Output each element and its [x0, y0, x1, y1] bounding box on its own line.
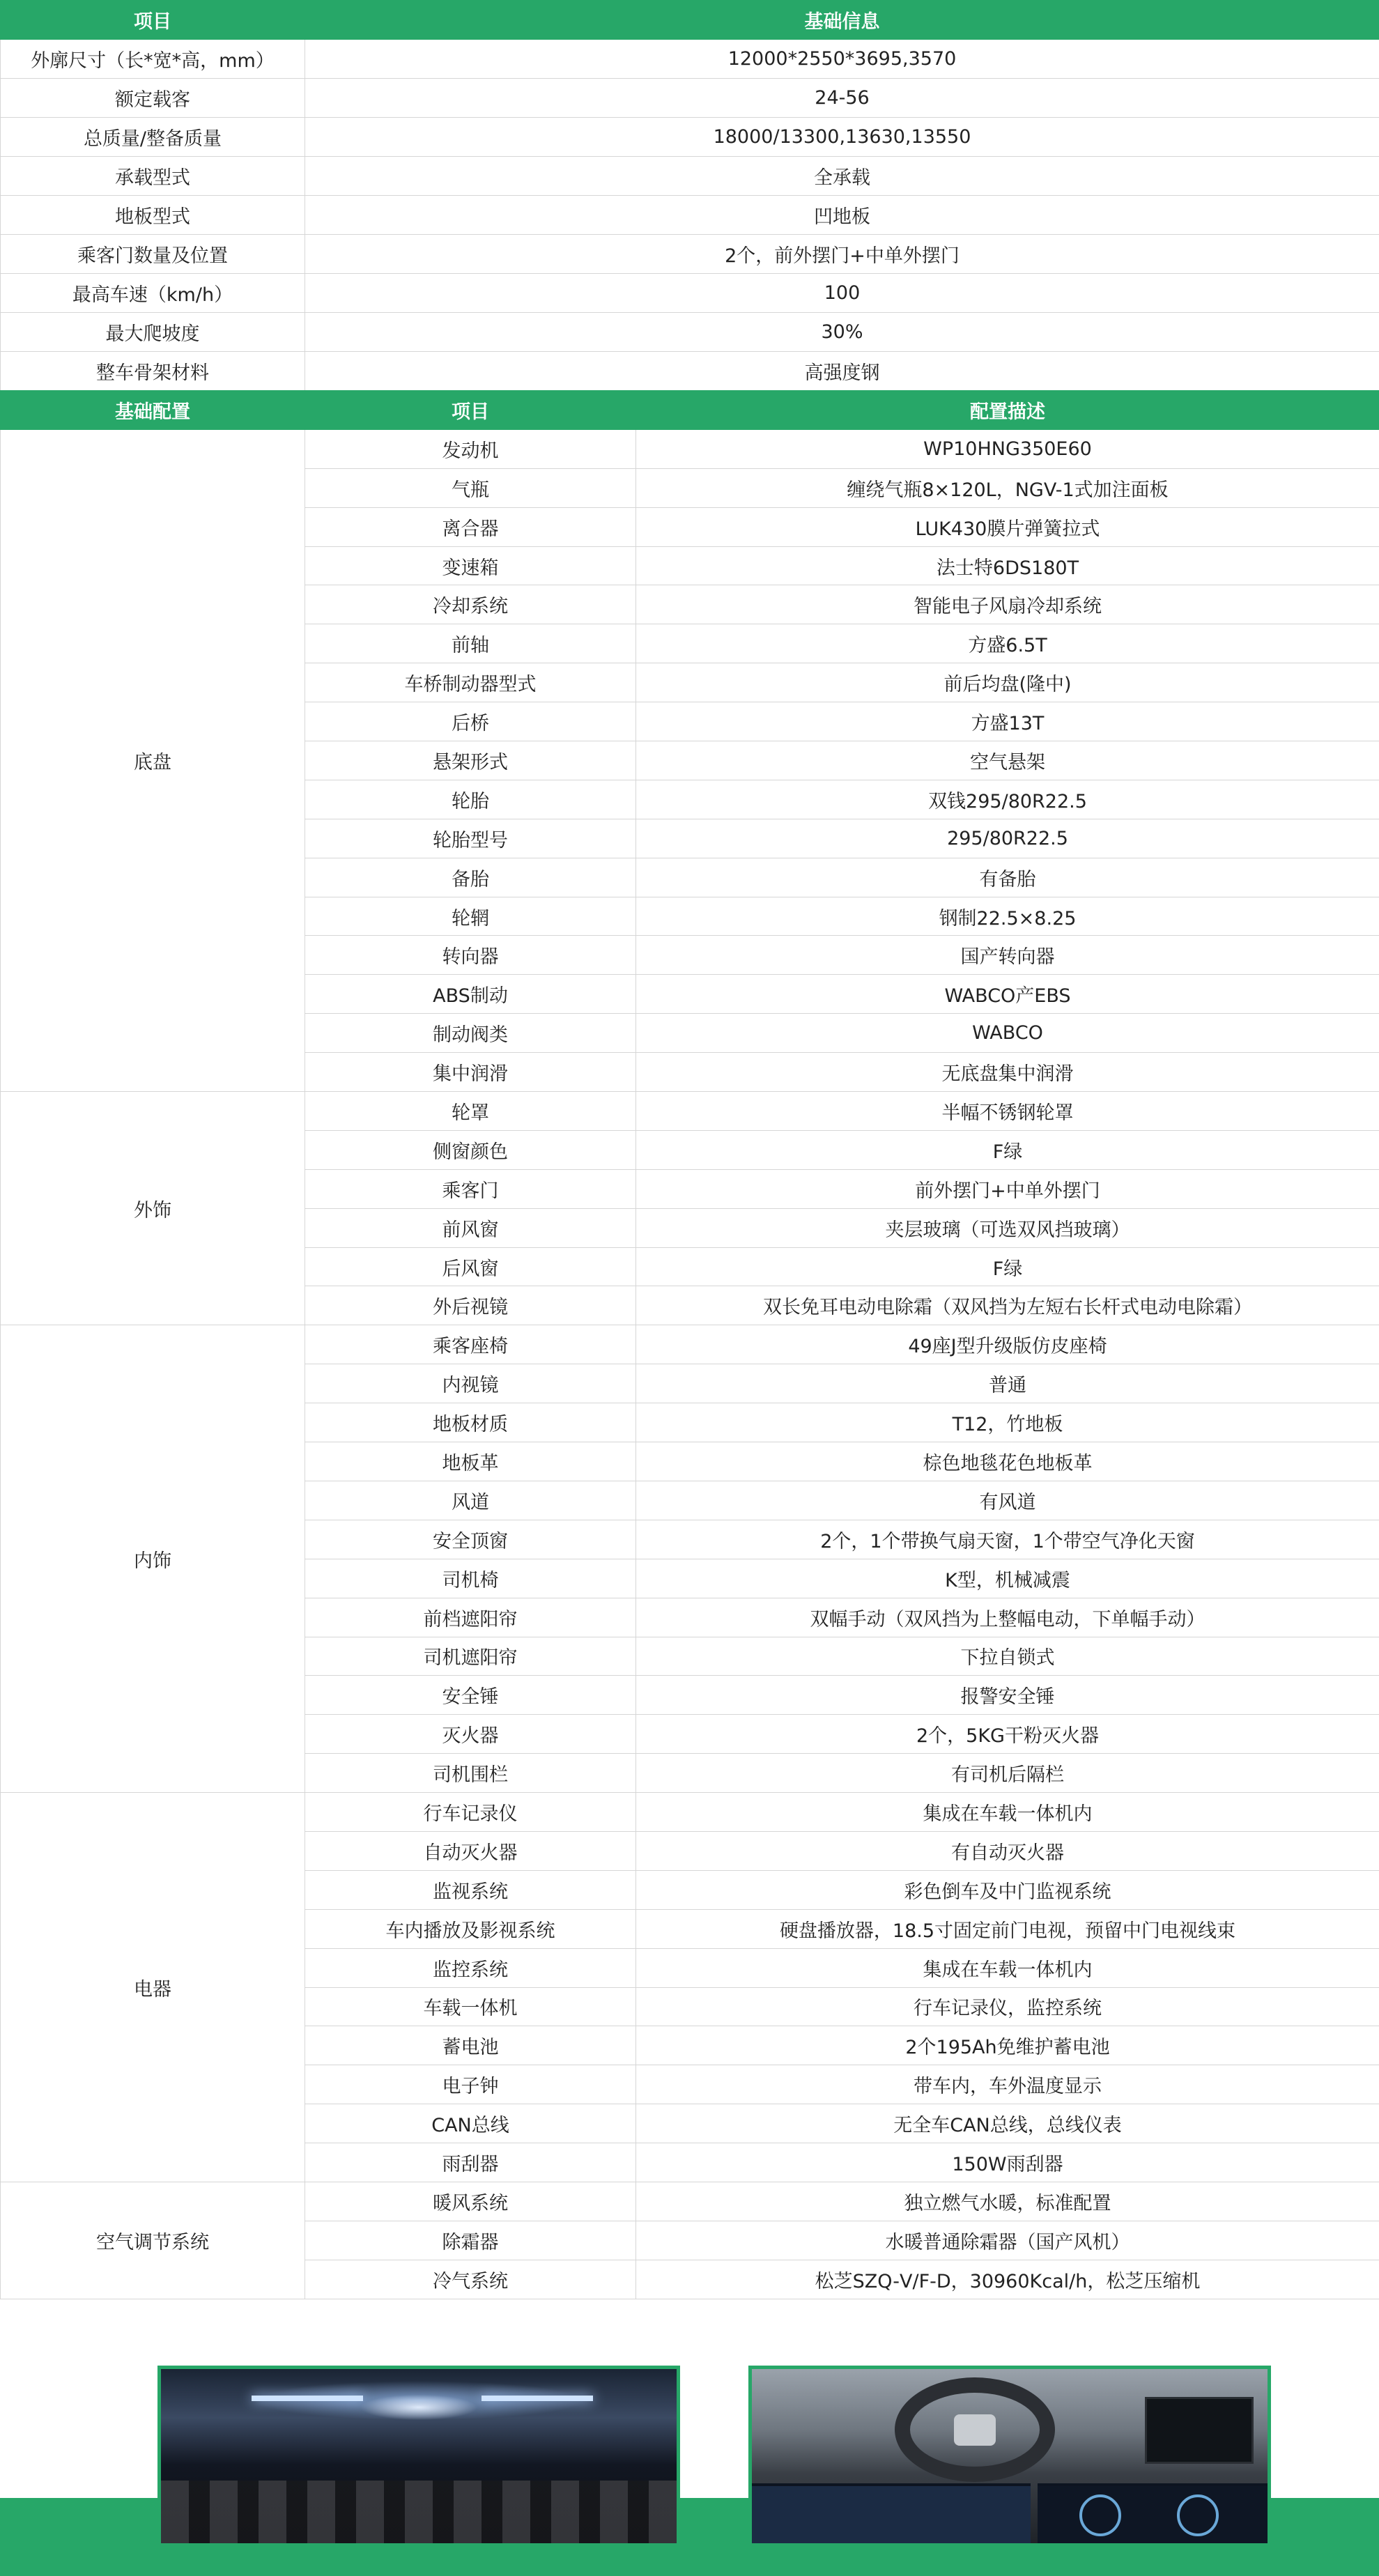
config-item: 制动阀类	[305, 1014, 636, 1053]
config-item: 前轴	[305, 624, 636, 663]
config-description: 松芝SZQ-Ⅴ/F-D，30960Kcal/h，松芝压缩机	[636, 2260, 1379, 2299]
config-item: 安全锤	[305, 1676, 636, 1715]
item-value: 全承载	[305, 157, 1379, 196]
config-item: 灭火器	[305, 1715, 636, 1754]
config-description: 空气悬架	[636, 741, 1379, 780]
config-description: K型，机械减震	[636, 1559, 1379, 1598]
table-row	[1, 1793, 1379, 1832]
config-item: 悬架形式	[305, 741, 636, 780]
config-description: 前后均盘(隆中)	[636, 663, 1379, 702]
config-item: 司机围栏	[305, 1754, 636, 1793]
config-item: 集中润滑	[305, 1053, 636, 1092]
driver-cockpit-photo	[748, 2366, 1271, 2547]
config-description: 双长免耳电动电除霜（双风挡为左短右长杆式电动电除霜）	[636, 1286, 1379, 1325]
table-row	[1, 235, 1379, 274]
photo-section	[0, 2303, 1379, 2576]
column-header: 配置描述	[636, 391, 1379, 430]
config-item: 气瓶	[305, 468, 636, 507]
config-description: 双幅手动（双风挡为上整幅电动，下单幅手动）	[636, 1598, 1379, 1637]
item-value: 100	[305, 274, 1379, 313]
config-item: 自动灭火器	[305, 1831, 636, 1870]
group-label: 底盘	[1, 429, 305, 1091]
config-item: 除霜器	[305, 2221, 636, 2260]
config-item: 监视系统	[305, 1870, 636, 1909]
config-item: 轮辋	[305, 897, 636, 936]
item-label: 额定载客	[1, 79, 305, 118]
config-item: 发动机	[305, 429, 636, 468]
column-header: 基础信息	[305, 1, 1379, 40]
config-item: 风道	[305, 1481, 636, 1520]
config-description: 49座J型升级版仿皮座椅	[636, 1325, 1379, 1364]
config-item: 司机椅	[305, 1559, 636, 1598]
table-row	[1, 352, 1379, 391]
config-description: 夹层玻璃（可选双风挡玻璃）	[636, 1208, 1379, 1247]
config-item: 冷却系统	[305, 585, 636, 624]
config-description: 集成在车载一体机内	[636, 1793, 1379, 1832]
config-item: 车内播放及影视系统	[305, 1909, 636, 1948]
config-description: WABCO产EBS	[636, 975, 1379, 1014]
config-description: 报警安全锤	[636, 1676, 1379, 1715]
group-label: 内饰	[1, 1325, 305, 1793]
config-description: 方盛6.5T	[636, 624, 1379, 663]
config-description: 2个，1个带换气扇天窗，1个带空气净化天窗	[636, 1520, 1379, 1559]
config-item: 乘客门	[305, 1169, 636, 1208]
config-description: 法士特6DS180T	[636, 546, 1379, 585]
item-label: 最高车速（km/h）	[1, 274, 305, 313]
bus-interior-photo	[157, 2366, 680, 2547]
config-description: 钢制22.5×8.25	[636, 897, 1379, 936]
config-item: 转向器	[305, 936, 636, 975]
config-description: 有自动灭火器	[636, 1831, 1379, 1870]
table-row	[1, 79, 1379, 118]
item-label: 最大爬坡度	[1, 313, 305, 352]
item-value: 18000/13300,13630,13550	[305, 118, 1379, 157]
basic-header-row	[1, 1, 1379, 40]
config-item: 轮胎型号	[305, 819, 636, 858]
config-description: WP10HNG350E60	[636, 429, 1379, 468]
config-description: 带车内，车外温度显示	[636, 2065, 1379, 2104]
column-header: 项目	[1, 1, 305, 40]
table-row	[1, 313, 1379, 352]
config-description: 独立燃气水暖，标准配置	[636, 2182, 1379, 2221]
config-description: 无全车CAN总线，总线仪表	[636, 2104, 1379, 2143]
table-row	[1, 118, 1379, 157]
column-header: 基础配置	[1, 391, 305, 430]
config-description: 前外摆门+中单外摆门	[636, 1169, 1379, 1208]
item-label: 外廓尺寸（长*宽*高，mm）	[1, 40, 305, 79]
config-description: 295/80R22.5	[636, 819, 1379, 858]
config-item: 外后视镜	[305, 1286, 636, 1325]
config-table	[0, 390, 1379, 2299]
table-row	[1, 429, 1379, 468]
config-item: 侧窗颜色	[305, 1130, 636, 1169]
config-description: 有风道	[636, 1481, 1379, 1520]
config-item: 地板革	[305, 1442, 636, 1481]
config-header-row	[1, 391, 1379, 430]
config-description: 下拉自锁式	[636, 1637, 1379, 1676]
config-description: 双钱295/80R22.5	[636, 780, 1379, 819]
config-item: 变速箱	[305, 546, 636, 585]
config-description: 集成在车载一体机内	[636, 1948, 1379, 1987]
basic-info-table	[0, 0, 1379, 391]
config-description: 水暖普通除霜器（国产风机）	[636, 2221, 1379, 2260]
config-item: 监控系统	[305, 1948, 636, 1987]
config-description: 2个，5KG干粉灭火器	[636, 1715, 1379, 1754]
item-label: 承载型式	[1, 157, 305, 196]
item-label: 地板型式	[1, 196, 305, 235]
config-item: 暖风系统	[305, 2182, 636, 2221]
config-description: T12，竹地板	[636, 1403, 1379, 1442]
config-item: 地板材质	[305, 1403, 636, 1442]
config-item: 冷气系统	[305, 2260, 636, 2299]
item-value: 12000*2550*3695,3570	[305, 40, 1379, 79]
config-description: 有司机后隔栏	[636, 1754, 1379, 1793]
item-label: 总质量/整备质量	[1, 118, 305, 157]
config-description: 半幅不锈钢轮罩	[636, 1092, 1379, 1131]
item-value: 凹地板	[305, 196, 1379, 235]
config-description: 有备胎	[636, 858, 1379, 897]
config-item: 司机遮阳帘	[305, 1637, 636, 1676]
config-item: 离合器	[305, 507, 636, 546]
config-item: 电子钟	[305, 2065, 636, 2104]
table-row	[1, 1092, 1379, 1131]
config-description: 150W雨刮器	[636, 2143, 1379, 2182]
config-item: 行车记录仪	[305, 1793, 636, 1832]
config-description: 智能电子风扇冷却系统	[636, 585, 1379, 624]
item-label: 整车骨架材料	[1, 352, 305, 391]
config-item: 蓄电池	[305, 2026, 636, 2065]
config-description: F绿	[636, 1130, 1379, 1169]
config-description: 普通	[636, 1364, 1379, 1403]
config-item: 安全顶窗	[305, 1520, 636, 1559]
config-description: F绿	[636, 1247, 1379, 1286]
config-item: 备胎	[305, 858, 636, 897]
config-description: 无底盘集中润滑	[636, 1053, 1379, 1092]
group-label: 电器	[1, 1793, 305, 2182]
group-label: 外饰	[1, 1092, 305, 1325]
config-item: 轮罩	[305, 1092, 636, 1131]
config-description: 缠绕气瓶8×120L，NGV-1式加注面板	[636, 468, 1379, 507]
config-description: 彩色倒车及中门监视系统	[636, 1870, 1379, 1909]
table-row	[1, 2182, 1379, 2221]
config-description: 方盛13T	[636, 702, 1379, 741]
item-value: 24-56	[305, 79, 1379, 118]
config-item: CAN总线	[305, 2104, 636, 2143]
config-item: 雨刮器	[305, 2143, 636, 2182]
item-value: 30%	[305, 313, 1379, 352]
config-description: 2个195Ah免维护蓄电池	[636, 2026, 1379, 2065]
config-description: LUK430膜片弹簧拉式	[636, 507, 1379, 546]
table-row	[1, 157, 1379, 196]
config-description: 硬盘播放器，18.5寸固定前门电视，预留中门电视线束	[636, 1909, 1379, 1948]
config-item: 后桥	[305, 702, 636, 741]
config-item: 车桥制动器型式	[305, 663, 636, 702]
column-header: 项目	[305, 391, 636, 430]
config-item: 内视镜	[305, 1364, 636, 1403]
table-row	[1, 40, 1379, 79]
config-description: 国产转向器	[636, 936, 1379, 975]
config-description: 棕色地毯花色地板革	[636, 1442, 1379, 1481]
config-item: 前风窗	[305, 1208, 636, 1247]
config-item: 前档遮阳帘	[305, 1598, 636, 1637]
config-item: 轮胎	[305, 780, 636, 819]
config-item: ABS制动	[305, 975, 636, 1014]
config-item: 车载一体机	[305, 1987, 636, 2026]
config-item: 乘客座椅	[305, 1325, 636, 1364]
group-label: 空气调节系统	[1, 2182, 305, 2299]
table-row	[1, 274, 1379, 313]
config-item: 后风窗	[305, 1247, 636, 1286]
item-value: 高强度钢	[305, 352, 1379, 391]
item-label: 乘客门数量及位置	[1, 235, 305, 274]
config-description: WABCO	[636, 1014, 1379, 1053]
item-value: 2个，前外摆门+中单外摆门	[305, 235, 1379, 274]
table-row	[1, 196, 1379, 235]
config-description: 行车记录仪，监控系统	[636, 1987, 1379, 2026]
table-row	[1, 1325, 1379, 1364]
